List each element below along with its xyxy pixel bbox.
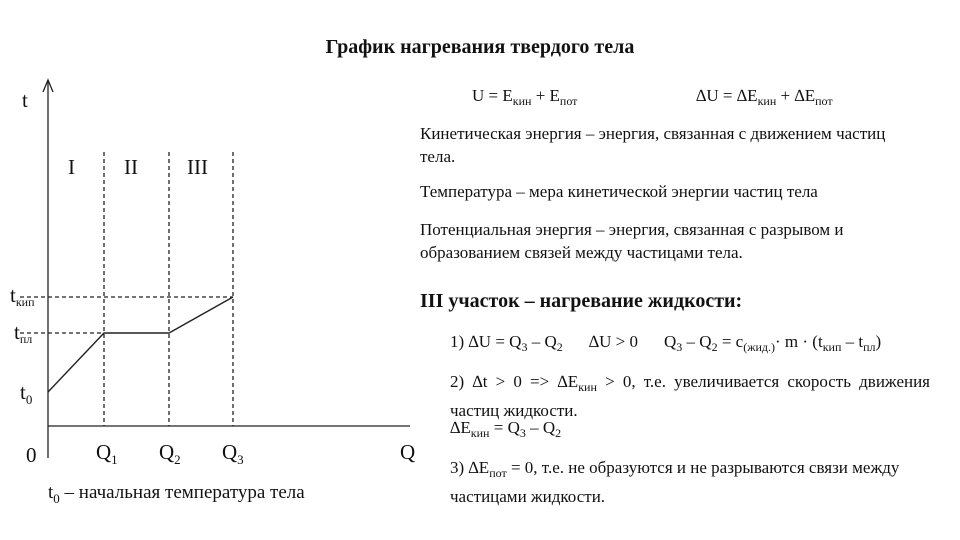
item-2: 2) $\Delta t > 0 => \Delta E_{кин} > 0$, т.е. увеличивается скорость движения частиц жидкости. [450,372,930,420]
y-tick-tkip: $t_{кип}$ [10,283,35,309]
item-1: 1) $\Delta U = Q_3 - Q_2$ ∆U > 0 $Q_3 - Q_2 = c_{(жид.)}\cdot m \cdot (t_{кип} - t_{пл})$ [450,332,882,354]
section-label-1: I [68,155,75,179]
heating-curve [48,297,233,392]
temperature-definition: Температура – мера кинетической энергии частиц тела [420,182,818,201]
y-axis-label: t [22,88,28,112]
footnote: $t_0$ – начальная температура тела [48,482,305,506]
potential-energy-definition: Потенциальная энергия – энергия, связанная с разрывом и образованием связей между частицами тела. [420,220,844,262]
y-tick-tpl: $t_{пл}$ [14,320,33,346]
x-axis-label: Q [400,440,416,464]
x-tick-q2: $Q_2$ [159,440,181,467]
origin-label: 0 [26,443,37,467]
item-3: 3) $\Delta E_{пот} = 0$, т.е. не образуются и не разрываются связи между частицами жидкости. [450,458,900,506]
item-2-equation: $\Delta E_{кин} = Q_3 - Q_2$ [450,418,562,440]
kinetic-energy-definition: Кинетическая энергия – энергия, связанная с движением частиц тела. [420,124,886,166]
x-tick-q1: $Q_1$ [96,440,118,467]
section-label-3: III [187,155,208,179]
section-label-2: II [124,155,138,179]
section-heading: III участок – нагревание жидкости: [420,290,743,312]
y-tick-t0: $t_0$ [20,380,33,407]
formula-energy-change: $\Delta U = \Delta E_{кин} + \Delta E_{пот}$ [696,86,833,108]
formula-energy: $U = E_{кин} + E_{пот}$ [472,86,578,108]
page-title: График нагревания твердого тела [325,36,635,58]
x-tick-q3: $Q_3$ [222,440,244,467]
